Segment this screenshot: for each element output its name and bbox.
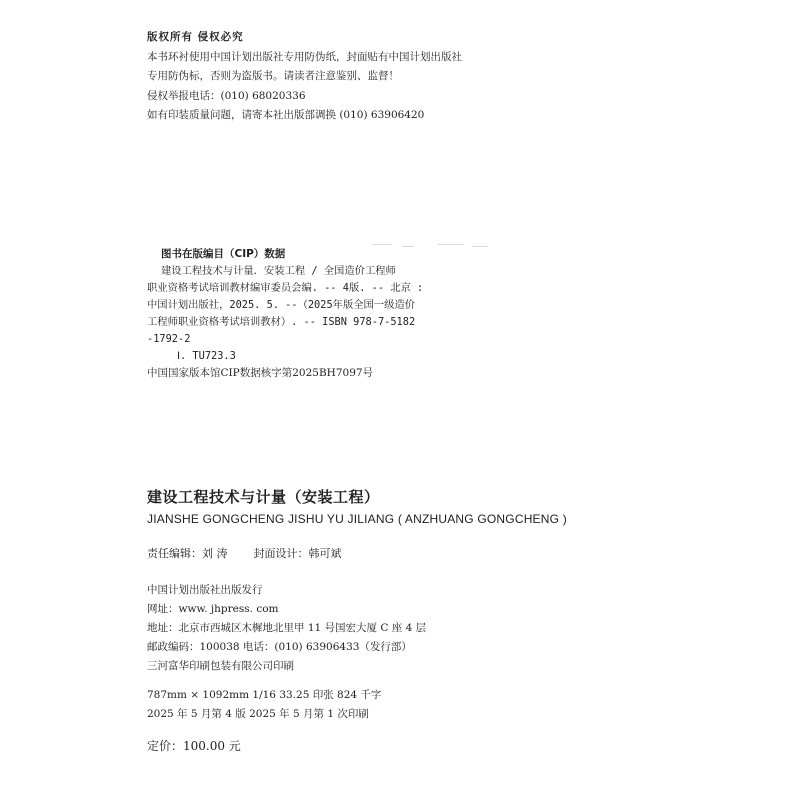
cip-record-number: 中国国家版本馆CIP数据核字第2025BH7097号 [147,367,374,379]
copyright-heading: 版权所有 侵权必究 [147,31,244,43]
cip-heading: 图书在版编目（CIP）数据 [161,248,286,260]
publisher-name: 中国计划出版社出版发行 [147,584,263,596]
cip-classification: Ⅰ. TU723.3 [177,350,236,362]
responsible-editor: 责任编辑：刘 涛 [147,547,228,560]
scan-speck [472,246,488,247]
scan-speck [438,244,464,245]
cover-designer: 封面设计：韩可斌 [253,547,342,560]
print-specs [147,686,381,724]
printer-name: 三河富华印刷包装有限公司印刷 [147,660,294,672]
publisher-contact: 邮政编码：100038 电话：(010) 63906433（发行部） [147,641,412,653]
publisher-info [147,581,426,676]
book-title-chinese: 建设工程技术与计量（安装工程） [147,488,380,506]
book-title-pinyin: JIANSHE GONGCHENG JISHU YU JILIANG ( ANZHUANG GONGCHENG ) [147,512,567,526]
cip-line: 工程师职业资格考试培训教材）. -- ISBN 978-7-5182 [147,316,416,328]
credits-line [147,545,342,561]
scan-speck [402,246,414,247]
quality-issue-line: 如有印装质量问题，请寄本社出版部调换 (010) 63906420 [147,109,425,121]
edition-info: 2025 年 5 月第 4 版 2025 年 5 月第 1 次印刷 [147,708,369,720]
cip-line: 职业资格考试培训教材编审委员会编. -- 4版. -- 北京 : [147,282,424,294]
copyright-notice [147,28,462,126]
copyright-line: 本书环衬使用中国计划出版社专用防伪纸，封面贴有中国计划出版社 [147,50,462,63]
publisher-address: 地址：北京市西城区木樨地北里甲 11 号国宏大厦 C 座 4 层 [147,622,427,634]
cip-record [147,263,423,365]
cip-line: 建设工程技术与计量．安装工程 / 全国造价工程师 [161,265,396,277]
cip-data-block [147,246,423,382]
piracy-report-line: 侵权举报电话：(010) 68020336 [147,89,306,102]
price: 定价：100.00 元 [147,739,241,753]
publisher-website: 网址：www. jhpress. com [147,603,279,615]
copyright-line: 专用防伪标，否则为盗版书。请读者注意鉴别、监督！ [147,70,399,82]
format-spec: 787mm × 1092mm 1/16 33.25 印张 824 千字 [147,689,382,701]
cip-line: 中国计划出版社，2025. 5. --（2025年版全国一级造价 [147,299,416,311]
scan-speck [372,244,392,245]
cip-line: -1792-2 [147,333,191,345]
